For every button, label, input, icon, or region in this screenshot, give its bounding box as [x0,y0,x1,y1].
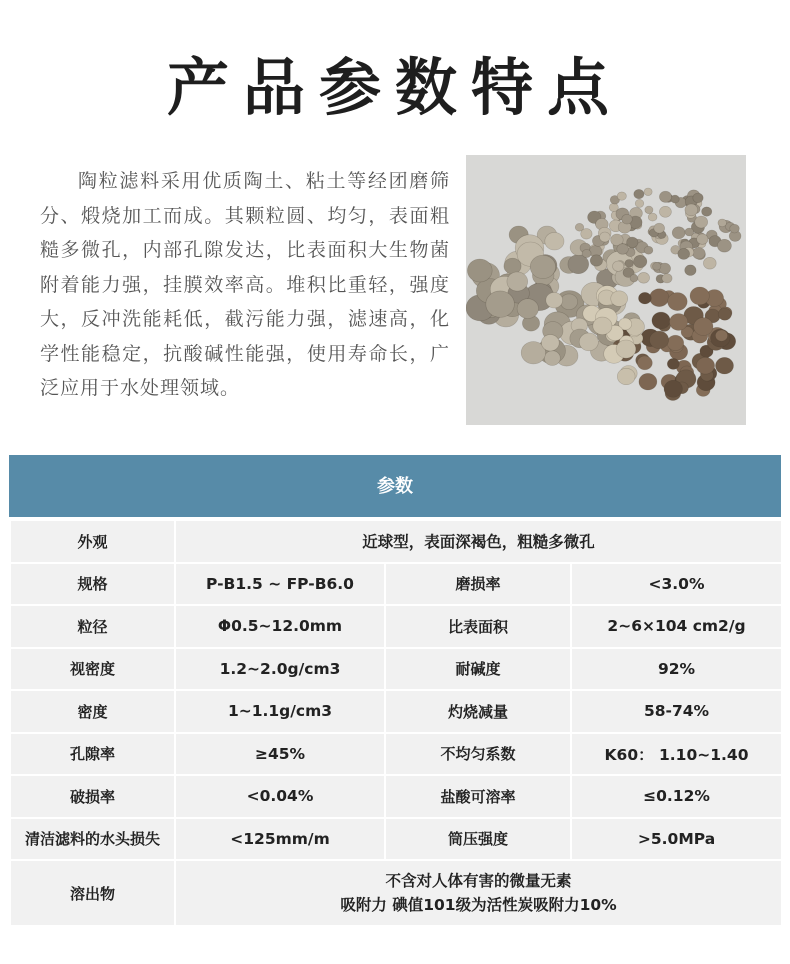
ceramsite-pellet [652,312,670,329]
ceramsite-pellet [634,189,644,198]
table-row [10,733,782,776]
row-value: 1.2~2.0g/cm3 [175,648,385,691]
table-row-appearance [10,520,782,563]
table-row-leach [10,860,782,926]
ceramsite-pellet [630,275,638,282]
ceramsite-pellet [593,317,612,335]
ceramsite-pellet [694,318,713,336]
ceramsite-pellet [644,246,653,254]
row-value: <3.0% [571,563,782,606]
ceramsite-pellet [678,248,690,259]
ceramsite-pellet [616,340,636,358]
ceramsite-pellet [693,193,703,203]
row-label: 不均匀系数 [385,733,571,776]
ceramsite-pellet [625,260,633,268]
ceramsite-pellet [579,333,598,351]
ceramsite-pellet [627,237,638,248]
ceramsite-pellet [715,330,727,341]
ceramsite-pellet [697,234,708,245]
table-row [10,563,782,606]
row-label: 密度 [10,690,175,733]
ceramsite-pellet [600,232,611,242]
ceramsite-pellet [717,239,731,252]
ceramsite-pellet [671,195,680,203]
table-row [10,648,782,691]
row-value: 近球型，表面深褐色，粗糙多微孔 [175,520,782,563]
ceramsite-pellet [685,204,698,216]
ceramsite-pellet [718,219,727,227]
ceramsite-pellet [507,272,528,291]
ceramsite-pellet [718,308,731,320]
ceramsite-pellet [517,299,538,319]
ceramsite-pellet [582,249,591,257]
ceramsite-pellet [560,294,577,310]
ceramsite-pellet [639,292,652,304]
ceramsite-pellet [653,262,661,270]
ceramsite-pellet [544,351,560,366]
row-label: 规格 [10,563,175,606]
leach-line-2: 吸附力 碘值101级为活性炭吸附力10% [340,896,617,914]
ceramsite-pellet [613,261,624,271]
leach-line-1: 不含对人体有害的微量无素 [385,872,572,890]
ceramsite-pellet [650,331,669,349]
row-label: 溶出物 [10,860,175,926]
ceramsite-pellet [702,207,712,216]
ceramsite-pellet [637,356,652,370]
ceramsite-pellet [685,228,694,236]
ceramsite-pellet [617,192,626,200]
ceramsite-pellet [667,358,679,369]
ceramsite-pellet [504,258,521,274]
row-value: >5.0MPa [571,818,782,861]
ceramsite-pellet [664,380,682,397]
ceramsite-pellet [648,213,657,221]
ceramsite-pellet [690,287,709,305]
ceramsite-pellet [590,255,602,266]
ceramsite-pellet [654,223,665,233]
ceramsite-pellet [635,199,644,207]
row-label: 孔隙率 [10,733,175,776]
row-label: 盐酸可溶率 [385,775,571,818]
row-value: K60： 1.10~1.40 [571,733,782,776]
row-value [175,860,782,926]
ceramsite-pellet [645,206,653,214]
ceramsite-pellet [622,214,633,224]
ceramsite-pellet [486,291,515,317]
row-label: 筒压强度 [385,818,571,861]
ceramsite-pellet [672,227,685,239]
ceramsite-pellet [730,224,740,233]
product-description: 陶粒滤料采用优质陶土、粘土等经团磨筛分、煅烧加工而成。其颗粒圆、均匀，表面粗糙多微孔，内部孔隙发达，比表面积大生物菌附着能力强，挂膜效率高。堆积比重轻，强度大，反冲洗能耗低，截污能力强，滤速高，化学性能稳定，抗酸碱性能强，使用寿命长，广泛应用于水处理领域。 [40,170,450,399]
ceramsite-pellet [609,203,618,211]
row-label: 清洁滤料的水头损失 [10,818,175,861]
ceramsite-pellet [659,206,671,217]
ceramsite-pellet [693,248,706,260]
row-value: 2~6×104 cm2/g [571,605,782,648]
row-value: ≤0.12% [571,775,782,818]
row-label: 耐碱度 [385,648,571,691]
ceramsite-product-photo [466,155,746,425]
ceramsite-pellet [611,291,628,307]
row-value: <125mm/m [175,818,385,861]
row-value: 58-74% [571,690,782,733]
ceramsite-pellet [617,368,635,384]
table-row [10,775,782,818]
ceramsite-pellet [696,357,714,374]
row-label: 磨损率 [385,563,571,606]
row-label: 外观 [10,520,175,563]
ceramsite-pellet [581,229,592,240]
row-value: P-B1.5 ~ FP-B6.0 [175,563,385,606]
table-row [10,605,782,648]
row-label: 粒径 [10,605,175,648]
table-row [10,818,782,861]
ceramsite-pellet [670,314,688,331]
ceramsite-pellet [667,335,684,350]
ceramsite-pellet [634,255,647,267]
row-value: <0.04% [175,775,385,818]
row-label: 比表面积 [385,605,571,648]
ceramsite-pellet [644,188,652,196]
ceramsite-pellet [638,272,650,283]
row-label: 视密度 [10,648,175,691]
parameter-table [9,455,781,927]
ceramsite-pellet [703,257,716,269]
table-row [10,690,782,733]
row-label: 灼烧减量 [385,690,571,733]
ceramsite-pellet [695,216,708,228]
ceramsite-pellet [530,255,555,278]
ceramsite-pellet [659,191,671,202]
row-value: 1~1.1g/cm3 [175,690,385,733]
ceramsite-pellet [617,244,629,255]
ceramsite-pellet [716,357,734,374]
row-value: ≥45% [175,733,385,776]
ceramsite-pellet [639,373,657,390]
row-value: 92% [571,648,782,691]
row-label: 破损率 [10,775,175,818]
ceramsite-pellet [546,292,563,308]
table-header: 参数 [9,455,781,519]
ceramsite-pellet [467,259,492,282]
row-value: Φ0.5~12.0mm [175,605,385,648]
ceramsite-pellet [668,293,688,311]
ceramsite-pellet [541,335,559,351]
ceramsite-pellet [685,265,696,276]
page-title: 产品参数特点 [166,51,623,124]
ceramsite-pellet [650,289,669,307]
ceramsite-pellet [545,232,564,250]
ceramsite-pellet [662,274,672,283]
